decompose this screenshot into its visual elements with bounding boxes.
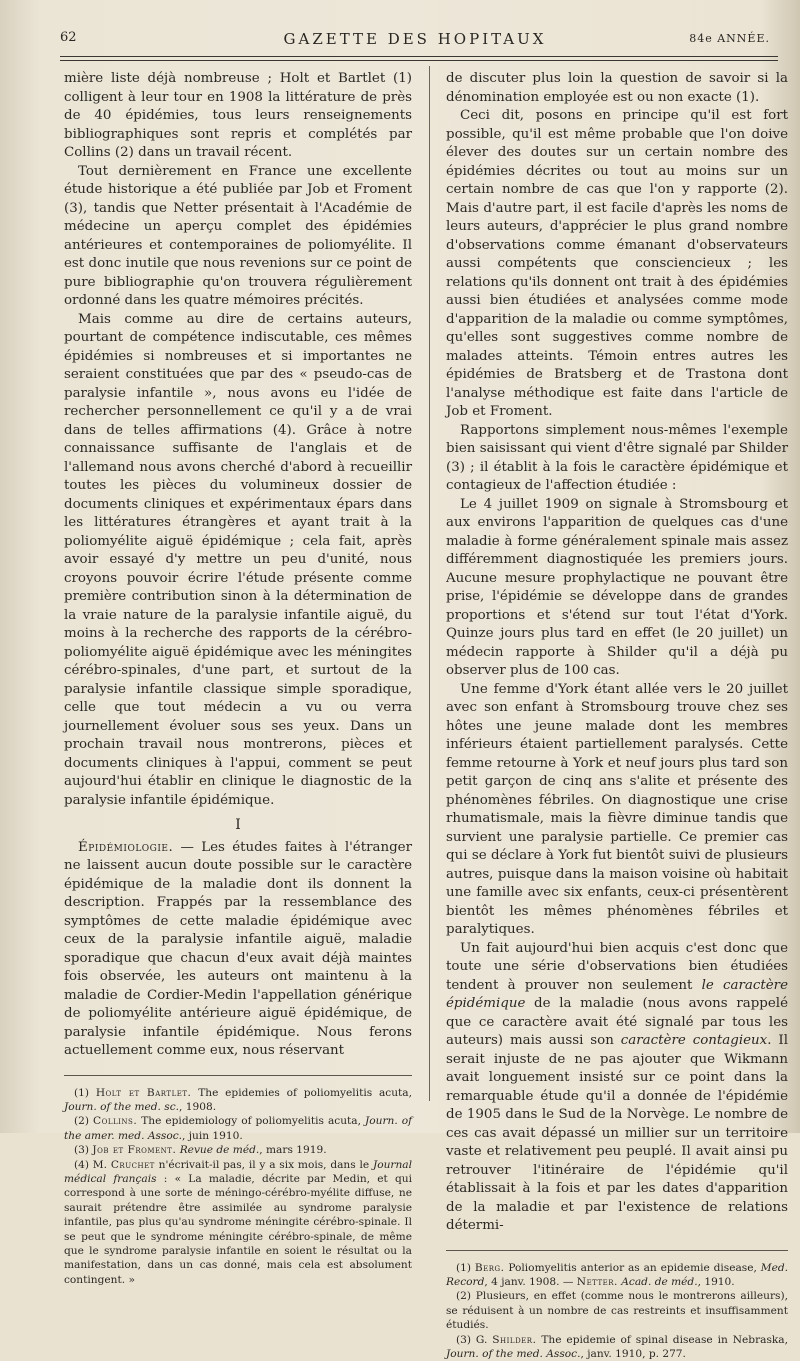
paragraph: Une femme d'York étant allée vers le 20 juillet avec son enfant à Stromsbourg trouve chez ses hôtes une jeune malade dont les membres inférieurs étaient partiellement paralysés. Cette femme retourne à York et neuf jours plus tard son petit garçon de cinq ans s'alite et présente des phénomènes fébriles. On diagnostique une crise rhumatismale, mais la fièvre diminue tandis que survient une paralysie partielle. Ce premier cas qui se déclare à York fut bientôt suivi de plusieurs autres, puisque dans la maison voisine où habitait une famille avec six enfants, ceux-ci présentèrent bientôt les mêmes phénomènes fébriles et paralytiques. [446,681,788,940]
paragraph: Ceci dit, posons en principe qu'il est fort possible, qu'il est même probable que l'on doive élever des doutes sur un certain nombre des épidémies décrites ou tout au moins sur un certain nombre de cas que l'on y rapporte (2). Mais d'autre part, il est facile d'après les noms de leurs auteurs, d'apprécier le plus grand nombre d'observations comme émanant d'observateurs aussi compétents que consciencieux ; les relations qu'ils donnent ont trait à des épidémies aussi bien étudiées et analysées comme mode d'apparition de la maladie ou comme symptômes, qu'elles sont suggestives comme nombre de malades atteints. Témoin entres autres les épidémies de Bratsberg et de Trastona dont l'analyse méthodique est faite dans l'article de Job et Froment. [446,107,788,422]
journal-title: GAZETTE DES HOPITAUX [60,30,770,48]
right-column [446,70,788,1361]
footnote-separator [446,1250,788,1251]
footnote: (1) Holt et Bartlet. The epidemies of poliomyelitis acuta, Journ. of the med. sc., 1908. [64,1086,412,1115]
paragraph-text: — Les études faites à l'étranger ne laissent aucun doute possible sur le caractère épidémique de la maladie dont ils donnent la description. Frappés par la ressemblance des symptômes de cette maladie épidémique avec ceux de la paralysie infantile aiguë, maladie sporadique que chacun d'eux avait déjà maintes fois observée, les auteurs ont maintenu à la maladie de Cordier-Medin l'appellation générique de poliomyélite antérieure aiguë épidémique, de paralysie infantile épidémique. Nous ferons actuellement comme eux, nous réservant [64,840,412,1059]
emphasis: le caractère épidémique [446,978,788,1012]
paragraph [64,839,412,1061]
footnote-separator [64,1075,412,1076]
paragraph: de discuter plus loin la question de savoir si la dénomination employée est ou non exacte (1). [446,70,788,107]
page-number: 62 [60,30,77,45]
header-rule-top [60,56,778,57]
footnote: (4) M. Cruchet n'écrivait-il pas, il y a six mois, dans le Journal médical français : « La maladie, décrite par Medin, et qui correspond à une sorte de méningo-cérébro-myélite diffuse, ne saurait prétendre être assimilée au syndrome paralysie infantile, pas plus qu'au syndrome méningite cérébro-spinale. Il se peut que le syndrome méningite cérébro-spinale, de même que le syndrome paralysie infantile en soient le résultat ou la manifestation, dans un cas donné, mais cela est absolument contingent. » [64,1158,412,1288]
emphasis: caractère contagieux [621,1033,767,1048]
column-divider [429,66,430,1101]
paragraph: Rapportons simplement nous-mêmes l'exemple bien saisissant qui vient d'être signalé par Shilder (3) ; il établit à la fois le caractère épidémique et contagieux de l'affection étudiée : [446,422,788,496]
section-title: Épidémiologie. [78,840,173,855]
section-numeral: I [64,816,412,835]
footnotes [64,1086,412,1288]
footnote: (3) Job et Froment. Revue de méd., mars 1919. [64,1143,412,1157]
paragraph: Un fait aujourd'hui bien acquis c'est donc que toute une série d'observations bien étudiées tendent à prouver non seulement le caractère épidémique de la maladie (nous avons rappelé que ce caractère avait été signalé par tous les auteurs) mais aussi son caractère contagieux. Il serait injuste de ne pas ajouter que Wikmann avait longuement insisté sur ce point dans la remarquable étude qu'il a donnée de l'épidémie de 1905 dans le Sud de la Norvège. Le nombre de ces cas avait dépassé un millier sur un territoire vaste et relativement peu peuplé. Il avait ainsi pu retrouver l'itinéraire de l'épidémie qu'il établissait à la fois et par les dates d'apparition de la maladie et par l'existence de relations détermi- [446,940,788,1236]
footnote: (3) G. Shilder. The epidemie of spinal disease in Nebraska, Journ. of the med. Assoc., janv. 1910, p. 277. [446,1333,788,1361]
paragraph: Tout dernièrement en France une excellente étude historique a été publiée par Job et Froment (3), tandis que Netter présentait à l'Académie de médecine un aperçu complet des épidémies antérieures et contemporaines de poliomyélite. Il est donc inutile que nous revenions sur ce point de pure bibliographie qu'on trouvera régulièrement ordonné dans les quatre mémoires précités. [64,163,412,311]
footnote: (2) Plusieurs, en effet (comme nous le montrerons ailleurs), se réduisent à un nombre de cas restreints et insuffisamment étudiés. [446,1289,788,1332]
footnote: (2) Collins. The epidemiology of poliomyelitis acuta, Journ. of the amer. med. Assoc., juin 1910. [64,1114,412,1143]
left-column [64,70,412,1287]
year-label: 84e ANNÉE. [689,32,770,45]
footnotes [446,1261,788,1361]
running-header [60,30,770,50]
footnote: (1) Berg. Poliomyelitis anterior as an epidemie disease, Med. Record, 4 janv. 1908. — Netter. Acad. de méd., 1910. [446,1261,788,1290]
paragraph: Mais comme au dire de certains auteurs, pourtant de compétence indiscutable, ces mêmes épidémies si nombreuses et si importantes ne seraient constituées que par des « pseudo-cas de paralysie infantile », nous avons eu l'idée de rechercher personnellement ce qu'il y a de vrai dans de telles affirmations (4). Grâce à notre connaissance suffisante de l'anglais et de l'allemand nous avons cherché d'abord à recueillir toutes les pièces du volumineux dossier de documents cliniques et expérimentaux épars dans les littératures étrangères et ayant trait à la poliomyélite aiguë épidémique ; cela fait, après avoir essayé d'y mettre un peu d'unité, nous croyons pouvoir écrire l'étude présente comme première contribution sinon à la détermination de la vraie nature de la paralysie infantile aiguë, du moins à la recherche des rapports de la cérébro-poliomyélite aiguë épidémique avec les méningites cérébro-spinales, d'une part, et surtout de la paralysie infantile classique simple sporadique, celle que tout médecin a vu ou verra journellement évoluer sous ses yeux. Dans un prochain travail nous montrerons, pièces et documents cliniques à l'appui, comment se peut aujourd'hui établir en clinique le diagnostic de la paralysie infantile épidémique. [64,311,412,811]
header-rule-bottom [60,60,778,61]
paragraph: mière liste déjà nombreuse ; Holt et Bartlet (1) colligent à leur tour en 1908 la littérature de près de 40 épidémies, tous leurs renseignements bibliographiques sont repris et complétés par Collins (2) dans un travail récent. [64,70,412,163]
paragraph: Le 4 juillet 1909 on signale à Stromsbourg et aux environs l'apparition de quelques cas d'une maladie à forme généralement spinale mais assez différemment diagnostiquée les premiers jours. Aucune mesure prophylactique ne pouvant être prise, l'épidémie se développe dans de grandes proportions et s'étend sur tout l'état d'York. Quinze jours plus tard en effet (le 20 juillet) un médecin rapporte à Shilder qu'il a déjà pu observer plus de 100 cas. [446,496,788,681]
